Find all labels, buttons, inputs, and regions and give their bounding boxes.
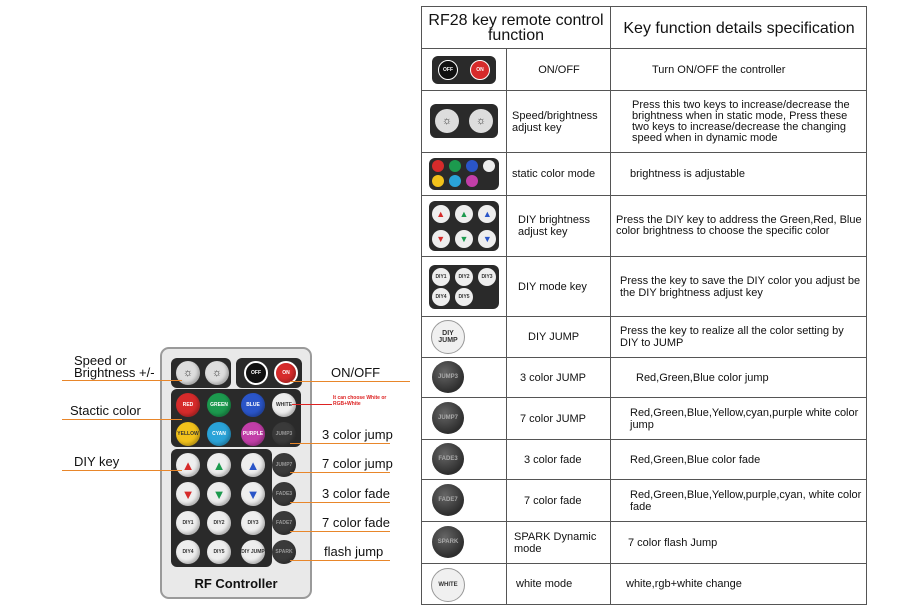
brightness-down-icon: ☼ — [435, 109, 459, 133]
diy5-key-icon: DIY5 — [455, 288, 473, 306]
row5-detail: Press the key to realize all the color setting by DIY to JUMP — [620, 325, 844, 349]
key-function-table — [421, 6, 867, 605]
spark-key-icon — [428, 524, 468, 560]
jump7-key-face: JUMP7 — [432, 402, 464, 434]
row7-function: 7 color JUMP — [520, 412, 587, 425]
off-key-icon: OFF — [438, 60, 458, 80]
cyan-button[interactable]: CYAN — [207, 422, 231, 446]
jump3-key-icon — [428, 359, 468, 395]
row5-function: DIY JUMP — [528, 331, 580, 343]
row8-detail: Red,Green,Blue color fade — [630, 453, 761, 466]
purple-button[interactable]: PURPLE — [241, 422, 265, 446]
blue-arrow-down-icon: ▼ — [478, 230, 496, 248]
jump7-button[interactable]: JUMP7 — [272, 453, 296, 477]
yellow-dot-icon — [432, 175, 444, 187]
diy4-button[interactable]: DIY4 — [176, 540, 200, 564]
spark-button[interactable]: SPARK — [272, 540, 296, 564]
blue-dot-icon — [466, 160, 478, 172]
fade7-key-face: FADE7 — [432, 484, 464, 516]
callout-static-line — [62, 419, 182, 420]
callout-diy: DIY key — [74, 454, 120, 469]
row3-function: DIY brightness adjust key — [518, 214, 590, 238]
callout-diy-line — [62, 470, 182, 471]
row2-detail: brightness is adjustable — [630, 168, 745, 180]
callout-speed: Speed or Brightness +/- — [74, 353, 155, 380]
row2-function: static color mode — [512, 168, 596, 180]
diy3-key-icon: DIY3 — [478, 268, 496, 286]
white-key-icon — [428, 567, 468, 603]
diy-jump-button[interactable]: DIY JUMP — [241, 540, 265, 564]
brightness-up-icon: ☼ — [469, 109, 493, 133]
green-dot-icon — [449, 160, 461, 172]
jump3-key-face: JUMP3 — [432, 361, 464, 393]
jump3-button[interactable]: JUMP3 — [272, 422, 296, 446]
row10-detail: 7 color flash Jump — [628, 536, 718, 549]
blue-down-icon[interactable]: ▼ — [241, 482, 265, 506]
row6-function: 3 color JUMP — [520, 371, 587, 384]
row3-detail: Press the DIY key to address the Green,Red, Blue color brightness to choose the specific color — [616, 214, 862, 237]
green-up-icon[interactable]: ▲ — [207, 453, 231, 477]
diy-jump-key-face: DIY JUMP — [431, 320, 465, 354]
header-col2: Key function details specification — [623, 19, 855, 37]
row4-detail: Press the key to save the DIY color you adjust be the DIY brightness adjust key — [620, 274, 861, 299]
callout-static: Stactic color — [70, 403, 141, 418]
red-down-icon[interactable]: ▼ — [176, 482, 200, 506]
green-arrow-down-icon: ▼ — [455, 230, 473, 248]
green-down-icon[interactable]: ▼ — [207, 482, 231, 506]
callout-fade3-line — [290, 502, 390, 503]
white-dot-icon — [483, 160, 495, 172]
red-up-icon[interactable]: ▲ — [176, 453, 200, 477]
diy2-key-icon: DIY2 — [455, 268, 473, 286]
jump7-key-icon — [428, 400, 468, 436]
off-button[interactable]: OFF — [244, 361, 268, 385]
cyan-dot-icon — [449, 175, 461, 187]
fade7-key-icon — [428, 482, 468, 518]
yellow-button[interactable]: YELLOW — [176, 422, 200, 446]
callout-jump7: 7 color jump — [322, 456, 393, 471]
callout-jump3-line — [290, 443, 390, 444]
callout-jump7-line — [290, 472, 390, 473]
purple-dot-icon — [466, 175, 478, 187]
row9-detail: Red,Green,Blue,Yellow,purple,cyan, white color fade — [630, 488, 862, 513]
remote-label: RF Controller — [194, 576, 278, 591]
row10-function: SPARK Dynamic mode — [514, 530, 597, 555]
callout-fade7: 7 color fade — [322, 515, 390, 530]
row4-function: DIY mode key — [518, 280, 587, 293]
blue-arrow-up-icon: ▲ — [478, 205, 496, 223]
diy1-button[interactable]: DIY1 — [176, 511, 200, 535]
white-button[interactable]: WHITE — [272, 393, 296, 417]
diy5-button[interactable]: DIY5 — [207, 540, 231, 564]
speed-down-icon[interactable]: ☼ — [176, 361, 200, 385]
diy-brightness-arrows-icon — [428, 199, 500, 253]
diy3-button[interactable]: DIY3 — [241, 511, 265, 535]
green-button[interactable]: GREEN — [207, 393, 231, 417]
on-button[interactable]: ON — [274, 361, 298, 385]
fade3-button[interactable]: FADE3 — [272, 482, 296, 506]
callout-fade7-line — [290, 531, 390, 532]
row6-detail: Red,Green,Blue color jump — [636, 371, 769, 384]
spark-key-face: SPARK — [432, 526, 464, 558]
diy-jump-key-icon — [428, 319, 468, 355]
callout-fade3: 3 color fade — [322, 486, 390, 501]
white-key-face: WHITE — [431, 568, 465, 602]
fade7-button[interactable]: FADE7 — [272, 511, 296, 535]
white-note-line — [292, 404, 332, 405]
red-dot-icon — [432, 160, 444, 172]
callout-onoff-line — [290, 381, 410, 382]
row1-function: Speed/brightness adjust key — [512, 109, 598, 134]
row11-function: white mode — [516, 578, 573, 590]
row9-function: 7 color fade — [524, 494, 582, 507]
diy4-key-icon: DIY4 — [432, 288, 450, 306]
fade3-key-icon — [428, 441, 468, 477]
blue-button[interactable]: BLUE — [241, 393, 265, 417]
on-off-keys-icon — [428, 53, 500, 87]
row1-detail: Press this two keys to increase/decrease the brightness when in static mode, Press these two keys to increase/decrease the changing speed when in dynamic mode — [632, 98, 850, 144]
diy-mode-keys-icon — [428, 261, 500, 313]
white-note: It can choose White or RGB+White — [333, 395, 387, 407]
on-key-icon: ON — [470, 60, 490, 80]
row0-function: ON/OFF — [538, 63, 580, 76]
callout-onoff: ON/OFF — [331, 365, 381, 380]
callout-speed-line — [62, 380, 182, 381]
callout-jump3: 3 color jump — [322, 427, 393, 442]
static-color-keys-icon — [428, 157, 500, 191]
red-arrow-down-icon: ▼ — [432, 230, 450, 248]
col-divider-2 — [610, 7, 611, 604]
red-button[interactable]: RED — [176, 393, 200, 417]
speed-up-icon[interactable]: ☼ — [205, 361, 229, 385]
row8-function: 3 color fade — [524, 453, 582, 466]
fade3-key-face: FADE3 — [432, 443, 464, 475]
diy1-key-icon: DIY1 — [432, 268, 450, 286]
diy2-button[interactable]: DIY2 — [207, 511, 231, 535]
row11-detail: white,rgb+white change — [626, 578, 742, 590]
blue-up-icon[interactable]: ▲ — [241, 453, 265, 477]
green-arrow-up-icon: ▲ — [455, 205, 473, 223]
row7-detail: Red,Green,Blue,Yellow,cyan,purple white color jump — [630, 406, 859, 431]
speed-brightness-keys-icon — [428, 95, 500, 147]
red-arrow-up-icon: ▲ — [432, 205, 450, 223]
callout-flash: flash jump — [324, 544, 384, 559]
row0-detail: Turn ON/OFF the controller — [652, 63, 786, 76]
callout-flash-line — [290, 560, 390, 561]
rf-remote — [160, 347, 312, 599]
header-col1: RF28 key remote control function — [428, 12, 604, 44]
